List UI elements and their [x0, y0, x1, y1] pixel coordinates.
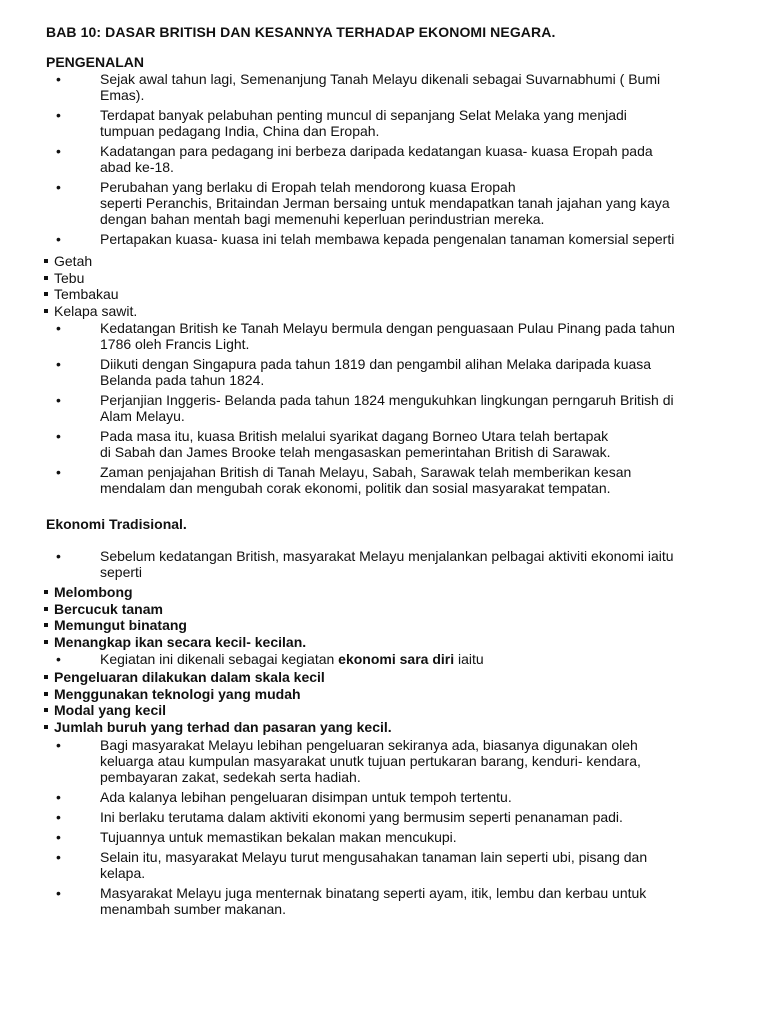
square-bullet-icon: [44, 259, 48, 263]
square-bullet-icon: [44, 623, 48, 627]
bullet-list-british: [0, 320, 768, 500]
list-item: • Perubahan yang berlaku di Eropah telah mendorong kuasa Eropah seperti Peranchis, Britaindan Jerman bersaing untuk mendapatkan tanah jajahan yang kaya dengan bahan mentah bagi memenuhi keperluan perindustrian mereka.: [56, 179, 670, 227]
list-item: • Pertapakan kuasa- kuasa ini telah membawa kepada pengenalan tanaman komersial seperti: [56, 231, 675, 247]
crop-list: [44, 253, 137, 319]
highlighted-term: ekonomi sara diri: [338, 651, 455, 667]
list-item: • Sejak awal tahun lagi, Semenanjung Tanah Melayu dikenali sebagai Suvarnabhumi ( Bumi Emas).: [56, 71, 661, 103]
list-item: Melombong: [44, 584, 306, 601]
activity-list: [44, 584, 306, 650]
square-bullet-icon: [44, 675, 48, 679]
bullet-list-sara-diri: [0, 651, 768, 669]
bullet-icon: •: [56, 737, 61, 753]
list-item: • Bagi masyarakat Melayu lebihan pengeluaran sekiranya ada, biasanya digunakan oleh keluarga atau kumpulan masyarakat unutk tujuan pertukaran barang, kenduri- kendara, pembayaran zakat, sedekah serta hadiah.: [56, 737, 641, 785]
square-bullet-icon: [44, 607, 48, 611]
list-item: Tebu: [44, 270, 137, 287]
list-item: • Terdapat banyak pelabuhan penting muncul di sepanjang Selat Melaka yang menjadi tumpuan pedagang India, China dan Eropah.: [56, 107, 627, 139]
bullet-icon: •: [56, 179, 61, 195]
bullet-icon: •: [56, 231, 61, 247]
list-item: • Kedatangan British ke Tanah Melayu bermula dengan penguasaan Pulau Pinang pada tahun 1786 oleh Francis Light.: [56, 320, 675, 352]
heading-pengenalan: PENGENALAN: [46, 54, 145, 70]
bullet-icon: •: [56, 651, 61, 667]
list-item: Kelapa sawit.: [44, 303, 137, 320]
bullet-icon: •: [56, 71, 61, 87]
square-bullet-icon: [44, 292, 48, 296]
bullet-list-tradisional-intro: [0, 548, 768, 584]
bullet-icon: •: [56, 143, 61, 159]
square-bullet-icon: [44, 309, 48, 313]
list-item: • Kadatangan para pedagang ini berbeza daripada kedatangan kuasa- kuasa Eropah pada abad ke-18.: [56, 143, 653, 175]
bullet-list-surplus: [0, 737, 768, 921]
bullet-icon: •: [56, 464, 61, 480]
bullet-icon: •: [56, 392, 61, 408]
document-title: BAB 10: DASAR BRITISH DAN KESANNYA TERHADAP EKONOMI NEGARA.: [46, 24, 556, 40]
list-item: Getah: [44, 253, 137, 270]
square-bullet-icon: [44, 708, 48, 712]
bullet-icon: •: [56, 320, 61, 336]
bullet-icon: •: [56, 849, 61, 865]
feature-list: [44, 669, 392, 735]
list-item: Pengeluaran dilakukan dalam skala kecil: [44, 669, 392, 686]
list-item: • Perjanjian Inggeris- Belanda pada tahun 1824 mengukuhkan lingkungan perngaruh British di Alam Melayu.: [56, 392, 674, 424]
bullet-icon: •: [56, 789, 61, 805]
list-item: • Selain itu, masyarakat Melayu turut mengusahakan tanaman lain seperti ubi, pisang dan kelapa.: [56, 849, 648, 881]
list-item: • Kegiatan ini dikenali sebagai kegiatan ekonomi sara diri iaitu: [56, 651, 484, 667]
list-item: Jumlah buruh yang terhad dan pasaran yang kecil.: [44, 719, 392, 736]
list-item: • Sebelum kedatangan British, masyarakat Melayu menjalankan pelbagai aktiviti ekonomi iaitu seperti: [56, 548, 674, 580]
list-item: Tembakau: [44, 286, 137, 303]
bullet-icon: •: [56, 428, 61, 444]
square-bullet-icon: [44, 692, 48, 696]
list-item: • Tujuannya untuk memastikan bekalan makan mencukupi.: [56, 829, 457, 845]
square-bullet-icon: [44, 276, 48, 280]
list-item: • Zaman penjajahan British di Tanah Melayu, Sabah, Sarawak telah memberikan kesan mendalam dan mengubah corak ekonomi, politik dan sosial masyarakat tempatan.: [56, 464, 632, 496]
list-item: Modal yang kecil: [44, 702, 392, 719]
square-bullet-icon: [44, 640, 48, 644]
list-item: • Pada masa itu, kuasa British melalui syarikat dagang Borneo Utara telah bertapak di Sabah dan James Brooke telah mengasaskan pemerintahan British di Sarawak.: [56, 428, 611, 460]
bullet-list-intro: [0, 71, 768, 251]
bullet-icon: •: [56, 107, 61, 123]
list-item: • Diikuti dengan Singapura pada tahun 1819 dan pengambil alihan Melaka daripada kuasa Belanda pada tahun 1824.: [56, 356, 652, 388]
bullet-icon: •: [56, 829, 61, 845]
list-item: • Ada kalanya lebihan pengeluaran disimpan untuk tempoh tertentu.: [56, 789, 512, 805]
list-item: Bercucuk tanam: [44, 601, 306, 618]
square-bullet-icon: [44, 590, 48, 594]
list-item: • Masyarakat Melayu juga menternak binatang seperti ayam, itik, lembu dan kerbau untuk menambah sumber makanan.: [56, 885, 647, 917]
list-item: Memungut binatang: [44, 617, 306, 634]
bullet-icon: •: [56, 809, 61, 825]
square-bullet-icon: [44, 725, 48, 729]
list-item: • Ini berlaku terutama dalam aktiviti ekonomi yang bermusim seperti penanaman padi.: [56, 809, 623, 825]
bullet-icon: •: [56, 356, 61, 372]
list-item: Menangkap ikan secara kecil- kecilan.: [44, 634, 306, 651]
heading-ekonomi-tradisional: Ekonomi Tradisional.: [46, 516, 187, 532]
bullet-icon: •: [56, 548, 61, 564]
list-item: Menggunakan teknologi yang mudah: [44, 686, 392, 703]
bullet-icon: •: [56, 885, 61, 901]
